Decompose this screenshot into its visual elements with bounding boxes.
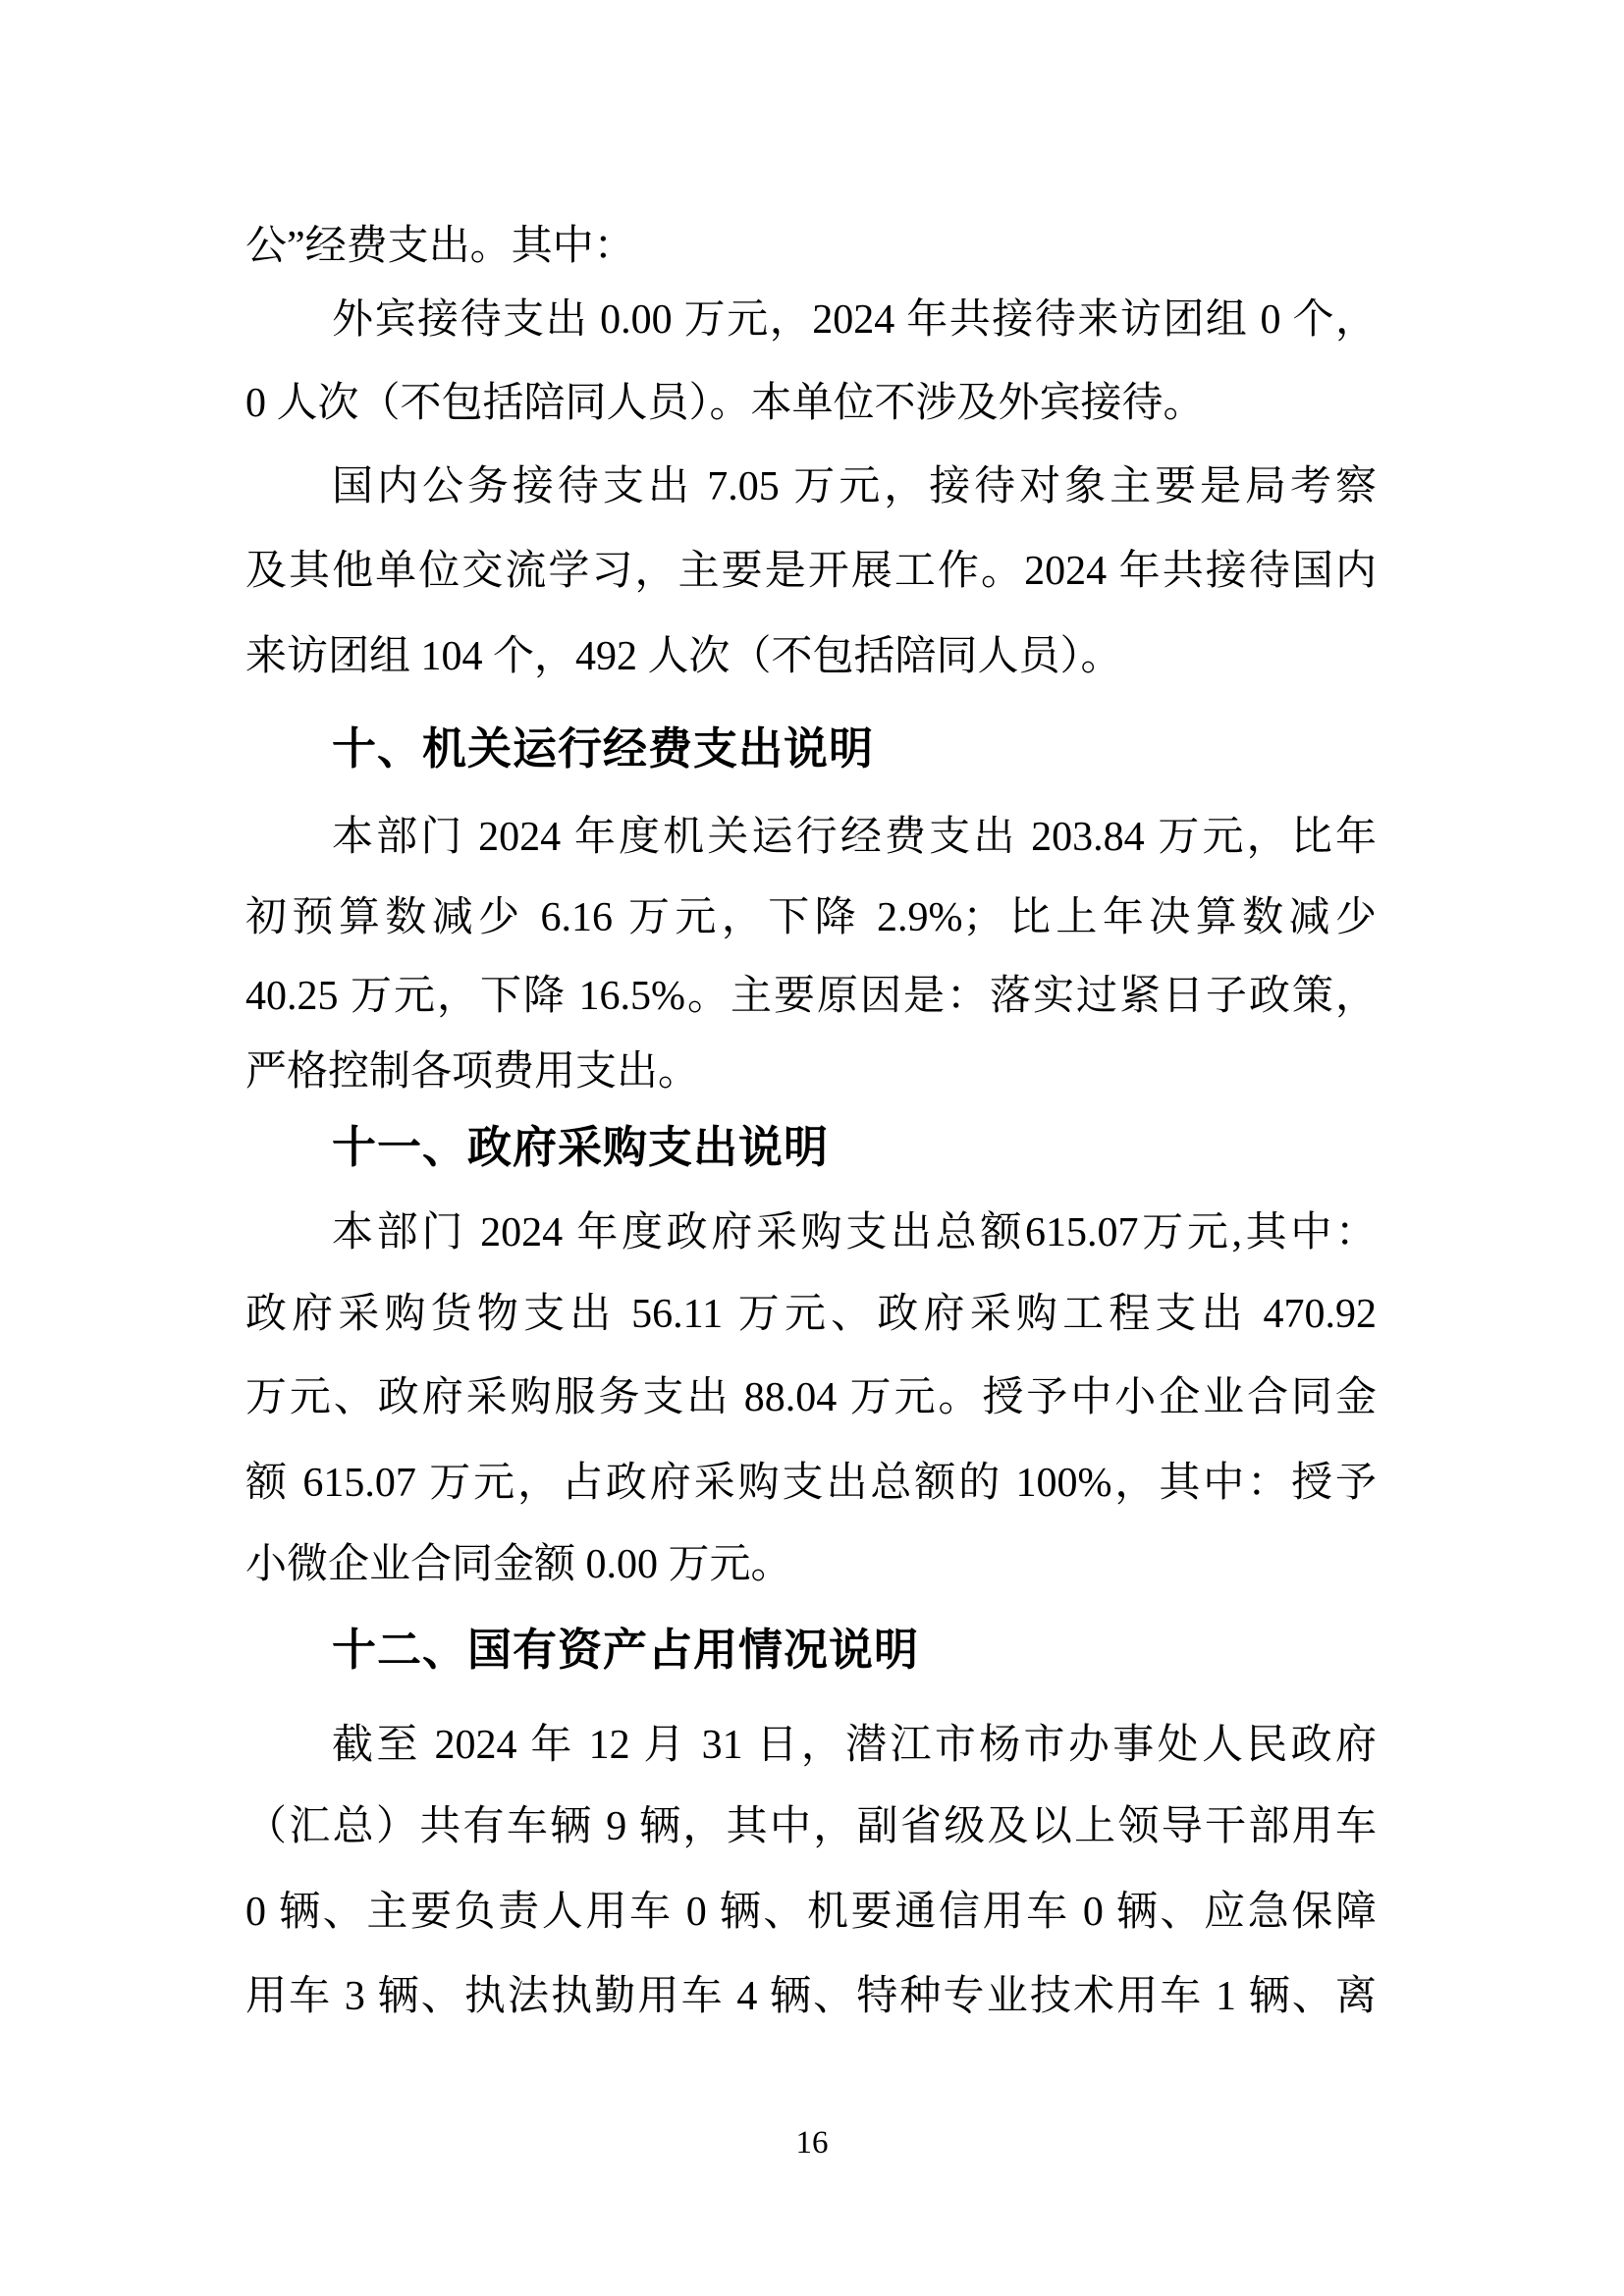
text-line-4: 国内公务接待支出 7.05 万元，接待对象主要是局考察 bbox=[332, 464, 1377, 509]
text-line-16: 额 615.07 万元，占政府采购支出总额的 100%，其中：授予 bbox=[245, 1461, 1377, 1506]
text-line-8: 本部门 2024 年度机关运行经费支出 203.84 万元，比年 bbox=[332, 815, 1377, 860]
text-line-2: 外宾接待支出 0.00 万元，2024 年共接待来访团组 0 个， bbox=[332, 297, 1377, 343]
text-line-1: 公”经费支出。其中： bbox=[245, 224, 635, 269]
text-line-15: 万元、政府采购服务支出 88.04 万元。授予中小企业合同金 bbox=[245, 1375, 1377, 1420]
text-line-22: 用车 3 辆、执法执勤用车 4 辆、特种专业技术用车 1 辆、离 bbox=[245, 1974, 1377, 2019]
text-line-10: 40.25 万元，下降 16.5%。主要原因是：落实过紧日子政策， bbox=[245, 974, 1377, 1019]
text-line-17: 小微企业合同金额 0.00 万元。 bbox=[245, 1542, 792, 1587]
text-line-20: （汇总）共有车辆 9 辆，其中，副省级及以上领导干部用车 bbox=[245, 1804, 1377, 1849]
text-line-9: 初预算数减少 6.16 万元，下降 2.9%；比上年决算数减少 bbox=[245, 895, 1377, 940]
text-line-11: 严格控制各项费用支出。 bbox=[245, 1049, 700, 1095]
page-number: 16 bbox=[795, 2125, 829, 2161]
text-line-3: 0 人次（不包括陪同人员）。本单位不涉及外宾接待。 bbox=[245, 381, 1205, 426]
text-line-14: 政府采购货物支出 56.11 万元、政府采购工程支出 470.92 bbox=[245, 1292, 1377, 1337]
text-line-19: 截至 2024 年 12 月 31 日，潜江市杨市办事处人民政府 bbox=[332, 1723, 1377, 1768]
text-line-5: 及其他单位交流学习，主要是开展工作。2024 年共接待国内 bbox=[245, 549, 1377, 594]
heading-section-11: 十一、政府采购支出说明 bbox=[332, 1122, 830, 1172]
text-line-13: 本部门 2024 年度政府采购支出总额615.07万元,其中： bbox=[332, 1210, 1377, 1255]
text-line-6: 来访团组 104 个，492 人次（不包括陪同人员）。 bbox=[245, 634, 1122, 679]
heading-section-12: 十二、国有资产占用情况说明 bbox=[332, 1625, 920, 1675]
heading-section-10: 十、机关运行经费支出说明 bbox=[332, 723, 875, 774]
text-line-21: 0 辆、主要负责人用车 0 辆、机要通信用车 0 辆、应急保障 bbox=[245, 1890, 1377, 1935]
text-block bbox=[245, 0, 1377, 2296]
